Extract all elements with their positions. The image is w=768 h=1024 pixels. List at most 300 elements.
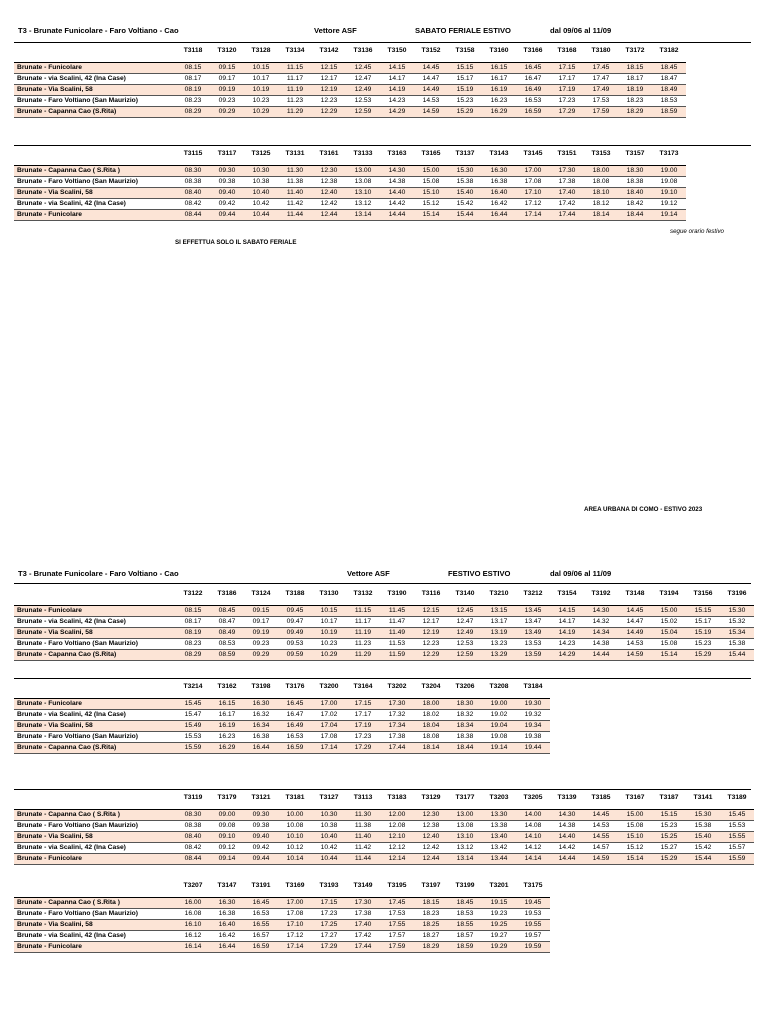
stop-name: Brunate - via Scalini, 42 (Ina Case) <box>17 844 126 851</box>
page2-service-type: FESTIVO ESTIVO <box>448 569 511 578</box>
trip-code: T3127 <box>319 794 339 801</box>
departure-time: 15.27 <box>660 844 678 851</box>
departure-time: 18.15 <box>414 898 448 909</box>
departure-time: 16.53 <box>252 910 270 917</box>
departure-time: 14.23 <box>558 640 576 647</box>
stop-column-header <box>14 45 176 56</box>
departure-time: 17.30 <box>380 699 414 710</box>
trip-code: T3207 <box>183 882 203 889</box>
departure-time: 18.02 <box>422 711 440 718</box>
departure-time: 08.49 <box>210 628 244 639</box>
departure-time: 19.55 <box>516 920 550 931</box>
departure-time: 15.00 <box>652 606 686 617</box>
timetable-sabato-outbound <box>14 45 686 118</box>
stop-row <box>14 63 686 74</box>
departure-time: 12.17 <box>320 75 338 82</box>
stop-name: Brunate - Faro Voltiano (San Maurizio) <box>17 640 138 647</box>
departure-time: 19.08 <box>490 733 508 740</box>
departure-time: 12.38 <box>320 178 338 185</box>
stop-name: Brunate - Capanna Cao (S.Rita) <box>14 107 176 118</box>
departure-time: 13.12 <box>456 844 474 851</box>
page2-section-rule-1 <box>14 678 751 679</box>
departure-time: 09.38 <box>218 178 236 185</box>
departure-time: 10.15 <box>244 63 278 74</box>
trip-code: T3133 <box>353 150 373 157</box>
trip-code: T3196 <box>727 590 747 597</box>
departure-time: 18.00 <box>584 166 618 177</box>
trip-code: T3203 <box>489 794 509 801</box>
trip-code: T3124 <box>251 590 271 597</box>
trip-code: T3137 <box>455 150 475 157</box>
departure-time: 19.25 <box>482 920 516 931</box>
departure-time: 17.08 <box>286 910 304 917</box>
departure-time: 17.59 <box>380 942 414 953</box>
departure-time: 18.38 <box>626 178 644 185</box>
departure-time: 09.23 <box>252 640 270 647</box>
stop-row <box>14 188 686 199</box>
trip-code: T3147 <box>217 882 237 889</box>
departure-time: 16.42 <box>490 200 508 207</box>
departure-time: 15.40 <box>686 832 720 843</box>
departure-time: 08.23 <box>184 640 202 647</box>
stop-name: Brunate - Faro Voltiano (San Maurizio) <box>17 910 138 917</box>
departure-time: 08.42 <box>184 844 202 851</box>
stop-row <box>14 606 754 617</box>
stop-row <box>14 931 550 942</box>
stop-name: Brunate - Funicolare <box>14 606 176 617</box>
departure-time: 08.19 <box>176 85 210 96</box>
departure-time: 16.59 <box>244 942 278 953</box>
departure-time: 12.38 <box>422 822 440 829</box>
departure-time: 14.15 <box>550 606 584 617</box>
departure-time: 11.30 <box>346 810 380 821</box>
departure-time: 08.30 <box>176 166 210 177</box>
departure-time: 08.59 <box>210 650 244 661</box>
departure-time: 12.15 <box>312 63 346 74</box>
departure-time: 17.23 <box>354 733 372 740</box>
departure-time: 12.47 <box>354 75 372 82</box>
trip-code: T3120 <box>217 47 237 54</box>
departure-time: 13.44 <box>482 854 516 865</box>
departure-time: 12.49 <box>448 628 482 639</box>
departure-time: 10.44 <box>312 854 346 865</box>
departure-time: 16.59 <box>516 107 550 118</box>
departure-time: 15.14 <box>414 210 448 221</box>
stop-name: Brunate - via Scalini, 42 (Ina Case) <box>17 618 126 625</box>
departure-time: 15.23 <box>660 822 678 829</box>
departure-time: 14.12 <box>524 844 542 851</box>
departure-time: 19.14 <box>482 743 516 754</box>
trip-code: T3190 <box>387 590 407 597</box>
departure-time: 12.53 <box>354 97 372 104</box>
trip-code: T3154 <box>557 590 577 597</box>
departure-time: 15.08 <box>660 640 678 647</box>
departure-time: 17.19 <box>550 85 584 96</box>
departure-time: 08.30 <box>176 810 210 821</box>
departure-time: 08.29 <box>176 107 210 118</box>
departure-time: 09.15 <box>244 606 278 617</box>
departure-time: 16.45 <box>244 898 278 909</box>
departure-time: 12.59 <box>448 650 482 661</box>
departure-time: 17.47 <box>592 75 610 82</box>
departure-time: 11.19 <box>346 628 380 639</box>
departure-time: 19.08 <box>660 178 678 185</box>
trip-code: T3142 <box>319 47 339 54</box>
departure-time: 08.17 <box>184 75 202 82</box>
departure-time: 17.17 <box>354 711 372 718</box>
departure-time: 16.57 <box>252 932 270 939</box>
departure-time: 14.30 <box>550 810 584 821</box>
trip-code: T3184 <box>523 683 543 690</box>
stop-row <box>14 898 550 909</box>
trip-code: T3214 <box>183 683 203 690</box>
departure-time: 10.14 <box>278 854 312 865</box>
departure-time: 19.14 <box>652 210 686 221</box>
departure-time: 08.40 <box>176 188 210 199</box>
departure-time: 15.12 <box>422 200 440 207</box>
departure-time: 09.40 <box>244 832 278 843</box>
departure-time: 11.40 <box>278 188 312 199</box>
trip-code: T3167 <box>625 794 645 801</box>
departure-time: 16.23 <box>218 733 236 740</box>
departure-time: 15.53 <box>728 822 746 829</box>
departure-time: 09.38 <box>252 822 270 829</box>
departure-time: 18.32 <box>456 711 474 718</box>
departure-time: 16.08 <box>184 910 202 917</box>
page1-route-title: T3 - Brunate Funicolare - Faro Voltiano - Cao <box>18 26 179 35</box>
departure-time: 13.49 <box>516 628 550 639</box>
stop-row <box>14 832 754 843</box>
stop-row <box>14 177 686 188</box>
departure-time: 17.15 <box>312 898 346 909</box>
trip-code: T3194 <box>659 590 679 597</box>
departure-time: 11.44 <box>346 854 380 865</box>
departure-time: 12.59 <box>346 107 380 118</box>
departure-time: 15.38 <box>728 640 746 647</box>
departure-time: 14.10 <box>516 832 550 843</box>
departure-time: 12.42 <box>422 844 440 851</box>
departure-time: 10.17 <box>252 75 270 82</box>
follows-holiday-note: segue orario festivo <box>670 228 724 235</box>
departure-time: 09.59 <box>278 650 312 661</box>
departure-time: 18.34 <box>448 721 482 732</box>
departure-time: 18.44 <box>618 210 652 221</box>
stop-name: Brunate - Funicolare <box>14 210 176 221</box>
stop-row <box>14 628 754 639</box>
departure-time: 17.53 <box>592 97 610 104</box>
area-label: AREA URBANA DI COMO - ESTIVO 2023 <box>584 506 703 513</box>
departure-time: 19.45 <box>516 898 550 909</box>
departure-time: 08.45 <box>210 606 244 617</box>
departure-time: 15.10 <box>618 832 652 843</box>
stop-name: Brunate - Capanna Cao ( S.Rita ) <box>14 166 176 177</box>
departure-time: 17.25 <box>312 920 346 931</box>
departure-time: 18.44 <box>448 743 482 754</box>
departure-time: 09.42 <box>252 844 270 851</box>
departure-time: 09.12 <box>218 844 236 851</box>
stop-name: Brunate - via Scalini, 42 (Ina Case) <box>17 200 126 207</box>
departure-time: 10.15 <box>312 606 346 617</box>
departure-time: 13.38 <box>490 822 508 829</box>
stop-row <box>14 721 550 732</box>
departure-time: 17.14 <box>278 942 312 953</box>
departure-time: 18.08 <box>592 178 610 185</box>
timetable-festivo-outbound-morning <box>14 588 754 661</box>
departure-time: 13.40 <box>482 832 516 843</box>
trip-code: T3141 <box>693 794 713 801</box>
departure-time: 14.19 <box>380 85 414 96</box>
departure-time: 11.23 <box>354 640 372 647</box>
trip-code: T3175 <box>523 882 543 889</box>
stop-name: Brunate - Funicolare <box>14 63 176 74</box>
departure-time: 12.47 <box>456 618 474 625</box>
departure-time: 18.47 <box>660 75 678 82</box>
departure-time: 14.19 <box>550 628 584 639</box>
departure-time: 18.29 <box>618 107 652 118</box>
departure-time: 11.42 <box>354 844 372 851</box>
stop-column-header <box>14 148 176 159</box>
trip-code: T3121 <box>251 794 271 801</box>
stop-row <box>14 107 686 118</box>
trip-code: T3125 <box>251 150 271 157</box>
departure-time: 10.19 <box>244 85 278 96</box>
departure-time: 17.27 <box>320 932 338 939</box>
stop-row <box>14 699 550 710</box>
departure-time: 16.17 <box>490 75 508 82</box>
departure-time: 12.40 <box>312 188 346 199</box>
departure-time: 14.59 <box>584 854 618 865</box>
trip-code: T3205 <box>523 794 543 801</box>
departure-time: 09.40 <box>210 188 244 199</box>
departure-time: 17.17 <box>558 75 576 82</box>
departure-time: 17.12 <box>286 932 304 939</box>
stop-row <box>14 854 754 865</box>
departure-time: 14.40 <box>550 832 584 843</box>
departure-time: 14.45 <box>618 606 652 617</box>
trip-code: T3145 <box>523 150 543 157</box>
trip-code: T3116 <box>421 590 441 597</box>
departure-time: 14.49 <box>618 628 652 639</box>
departure-time: 10.29 <box>244 107 278 118</box>
departure-time: 19.27 <box>490 932 508 939</box>
stop-row <box>14 821 754 832</box>
departure-time: 15.42 <box>456 200 474 207</box>
page2-validity-period: dal 09/06 al 11/09 <box>550 569 612 578</box>
departure-time: 12.42 <box>320 200 338 207</box>
departure-time: 16.38 <box>490 178 508 185</box>
departure-time: 12.30 <box>414 810 448 821</box>
departure-time: 16.53 <box>524 97 542 104</box>
departure-time: 08.29 <box>176 650 210 661</box>
departure-time: 12.12 <box>388 844 406 851</box>
departure-time: 16.47 <box>524 75 542 82</box>
departure-time: 08.47 <box>218 618 236 625</box>
departure-time: 15.34 <box>720 628 754 639</box>
departure-time: 14.53 <box>626 640 644 647</box>
departure-time: 19.59 <box>516 942 550 953</box>
departure-time: 14.17 <box>388 75 406 82</box>
departure-time: 10.23 <box>320 640 338 647</box>
departure-time: 15.08 <box>422 178 440 185</box>
departure-time: 11.29 <box>346 650 380 661</box>
departure-time: 17.44 <box>380 743 414 754</box>
departure-time: 17.42 <box>354 932 372 939</box>
departure-time: 16.30 <box>244 699 278 710</box>
departure-time: 12.23 <box>320 97 338 104</box>
departure-time: 09.42 <box>218 200 236 207</box>
departure-time: 12.14 <box>380 854 414 865</box>
departure-time: 16.29 <box>210 743 244 754</box>
departure-time: 15.02 <box>660 618 678 625</box>
departure-time: 16.30 <box>482 166 516 177</box>
departure-time: 10.10 <box>278 832 312 843</box>
departure-time: 17.29 <box>312 942 346 953</box>
departure-time: 14.30 <box>584 606 618 617</box>
trip-code: T3136 <box>353 47 373 54</box>
departure-time: 13.19 <box>482 628 516 639</box>
departure-time: 17.53 <box>388 910 406 917</box>
departure-time: 19.44 <box>516 743 550 754</box>
departure-time: 10.38 <box>252 178 270 185</box>
departure-time: 12.29 <box>414 650 448 661</box>
stop-row <box>14 166 686 177</box>
departure-time: 09.30 <box>210 166 244 177</box>
departure-time: 15.38 <box>694 822 712 829</box>
departure-time: 17.08 <box>524 178 542 185</box>
departure-time: 08.44 <box>176 210 210 221</box>
departure-time: 10.19 <box>312 628 346 639</box>
stop-row <box>14 942 550 953</box>
departure-time: 15.53 <box>184 733 202 740</box>
trip-code: T3186 <box>217 590 237 597</box>
departure-time: 17.42 <box>558 200 576 207</box>
departure-time: 15.17 <box>694 618 712 625</box>
departure-time: 09.19 <box>210 85 244 96</box>
timetable-festivo-return-morning <box>14 792 754 865</box>
stop-row <box>14 639 754 650</box>
departure-time: 15.25 <box>652 832 686 843</box>
stop-name: Brunate - Funicolare <box>14 854 176 865</box>
departure-time: 10.38 <box>320 822 338 829</box>
trip-code: T3191 <box>251 882 271 889</box>
departure-time: 15.29 <box>686 650 720 661</box>
departure-time: 17.45 <box>380 898 414 909</box>
trip-code: T3122 <box>183 590 203 597</box>
departure-time: 13.14 <box>346 210 380 221</box>
stop-name: Brunate - Capanna Cao ( S.Rita ) <box>14 810 176 821</box>
page1-header-rule <box>14 42 751 43</box>
departure-time: 14.17 <box>558 618 576 625</box>
trip-code: T3172 <box>625 47 645 54</box>
stop-name: Brunate - Via Scalini, 58 <box>14 188 176 199</box>
stop-name: Brunate - Faro Voltiano (San Maurizio) <box>17 178 138 185</box>
departure-time: 15.08 <box>626 822 644 829</box>
stop-row <box>14 909 550 920</box>
departure-time: 18.14 <box>584 210 618 221</box>
departure-time: 14.45 <box>584 810 618 821</box>
departure-time: 15.00 <box>414 166 448 177</box>
departure-time: 14.38 <box>558 822 576 829</box>
departure-time: 16.47 <box>286 711 304 718</box>
departure-time: 15.30 <box>686 810 720 821</box>
trip-code: T3201 <box>489 882 509 889</box>
departure-time: 12.44 <box>414 854 448 865</box>
departure-time: 19.02 <box>490 711 508 718</box>
departure-time: 16.59 <box>278 743 312 754</box>
departure-time: 11.53 <box>388 640 406 647</box>
departure-time: 11.17 <box>286 75 304 82</box>
stop-row <box>14 199 686 210</box>
departure-time: 13.29 <box>482 650 516 661</box>
departure-time: 15.19 <box>686 628 720 639</box>
departure-time: 10.42 <box>320 844 338 851</box>
departure-time: 10.44 <box>244 210 278 221</box>
departure-time: 18.49 <box>652 85 686 96</box>
departure-time: 17.02 <box>320 711 338 718</box>
departure-time: 17.38 <box>388 733 406 740</box>
timetable-sabato-return <box>14 148 686 221</box>
departure-time: 18.15 <box>618 63 652 74</box>
departure-time: 17.44 <box>550 210 584 221</box>
stop-name: Brunate - Faro Voltiano (San Maurizio) <box>17 822 138 829</box>
departure-time: 12.40 <box>414 832 448 843</box>
departure-time: 11.38 <box>286 178 304 185</box>
departure-time: 14.40 <box>380 188 414 199</box>
departure-time: 13.30 <box>482 810 516 821</box>
departure-time: 11.15 <box>346 606 380 617</box>
departure-time: 13.45 <box>516 606 550 617</box>
page2-section-rule-2 <box>14 789 751 790</box>
page2-route-title: T3 - Brunate Funicolare - Faro Voltiano - Cao <box>18 569 179 578</box>
departure-time: 10.17 <box>320 618 338 625</box>
departure-time: 10.23 <box>252 97 270 104</box>
departure-time: 15.30 <box>448 166 482 177</box>
page2-header-rule <box>14 583 751 584</box>
trip-code: T3157 <box>625 150 645 157</box>
departure-time: 15.30 <box>720 606 754 617</box>
departure-time: 12.10 <box>380 832 414 843</box>
trip-code: T3197 <box>421 882 441 889</box>
stop-name: Brunate - Funicolare <box>14 942 176 953</box>
departure-time: 19.34 <box>516 721 550 732</box>
trip-code: T3117 <box>217 150 237 157</box>
departure-time: 16.49 <box>516 85 550 96</box>
departure-time: 15.44 <box>448 210 482 221</box>
departure-time: 13.00 <box>346 166 380 177</box>
trip-code: T3212 <box>523 590 543 597</box>
trip-code: T3131 <box>285 150 305 157</box>
stop-row <box>14 732 550 743</box>
trip-code: T3153 <box>591 150 611 157</box>
departure-time: 17.10 <box>278 920 312 931</box>
departure-time: 12.08 <box>388 822 406 829</box>
departure-time: 10.00 <box>278 810 312 821</box>
departure-time: 17.38 <box>558 178 576 185</box>
departure-time: 12.44 <box>312 210 346 221</box>
trip-code: T3149 <box>353 882 373 889</box>
departure-time: 15.42 <box>694 844 712 851</box>
departure-time: 12.23 <box>422 640 440 647</box>
departure-time: 15.44 <box>720 650 754 661</box>
trip-code: T3160 <box>489 47 509 54</box>
departure-time: 17.15 <box>550 63 584 74</box>
departure-time: 15.32 <box>728 618 746 625</box>
departure-time: 08.15 <box>176 63 210 74</box>
stop-name: Brunate - Faro Voltiano (San Maurizio) <box>17 97 138 104</box>
page1-section-rule <box>14 145 751 146</box>
departure-time: 18.57 <box>456 932 474 939</box>
stop-name: Brunate - Capanna Cao (S.Rita) <box>14 743 176 754</box>
